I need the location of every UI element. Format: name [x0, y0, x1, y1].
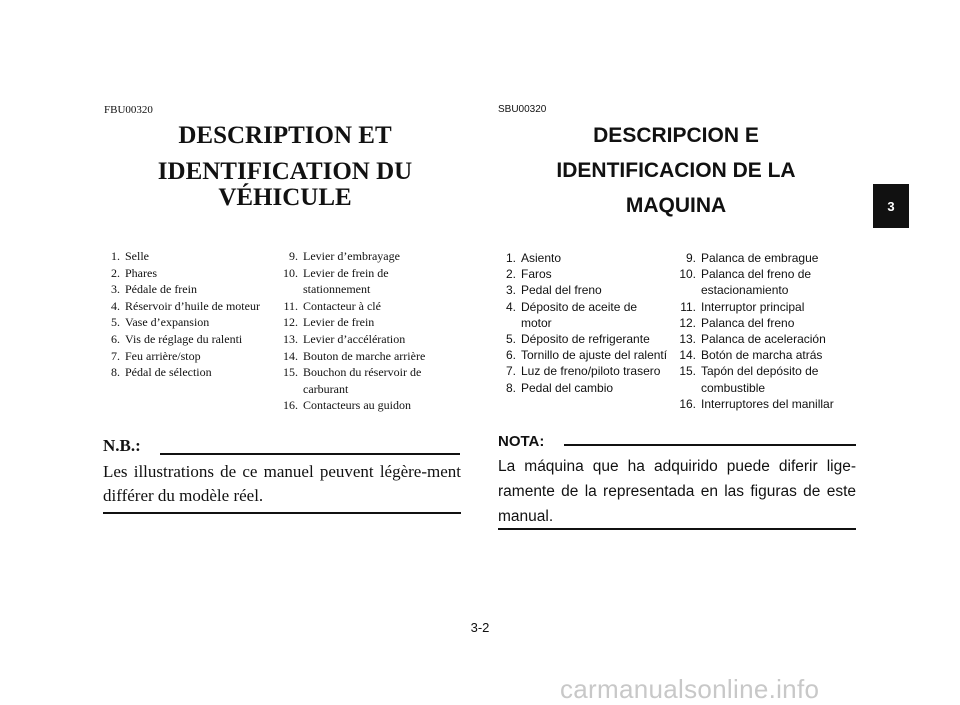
list-item: 4. Déposito de aceite de motor: [505, 299, 638, 330]
list-item: 5. Vase d’expansion: [111, 315, 210, 330]
list-item: 5. Déposito de refrigerante: [505, 332, 650, 347]
page-title-es: [496, 118, 856, 223]
list-item: 15. Tapón del depósito de combustible: [679, 364, 819, 395]
list-item: 10. Palanca del freno de estacionamiento: [679, 267, 812, 298]
list-item: 8. Pédal de sélection: [111, 365, 212, 380]
title-line-3: MAQUINA: [625, 194, 727, 217]
parts-list-es-col2: [672, 250, 862, 412]
note-text-es: La máquina que ha adquirido puede diferir lige-ramente de la representada en las figuras de este manual.: [498, 458, 856, 525]
list-item: 11. Contacteur à clé: [283, 298, 381, 313]
list-item: 12. Palanca del freno: [679, 315, 795, 330]
title-line-2: IDENTIFICACION DE LA: [556, 159, 796, 182]
note-label-fr: N.B.:: [103, 436, 141, 455]
list-item: 11. Interruptor principal: [680, 299, 805, 314]
list-item: 16. Contacteurs au guidon: [283, 398, 411, 413]
list-item: 7. Feu arrière/stop: [111, 348, 201, 363]
list-item: 7. Luz de freno/piloto trasero: [505, 364, 661, 379]
list-item: 4. Réservoir d’huile de moteur: [111, 298, 260, 313]
list-item: 13. Palanca de aceleración: [679, 332, 826, 347]
list-item: 1. Asiento: [505, 251, 562, 265]
list-item: 8. Pedal del cambio: [505, 380, 614, 395]
chapter-tab: 3: [873, 184, 909, 228]
list-item: 15. Bouchon du réservoir de carburant: [283, 365, 422, 396]
note-rule-top-fr: [160, 453, 460, 455]
watermark: carmanualsonline.info: [560, 674, 820, 704]
list-item: 14. Bouton de marche arrière: [283, 348, 426, 363]
list-item: 2. Phares: [111, 265, 157, 280]
list-item: 6. Tornillo de ajuste del ralentí: [505, 348, 668, 363]
list-item: 2. Faros: [505, 267, 552, 282]
list-item: 14. Botón de marcha atrás: [679, 348, 823, 363]
list-item: 9. Levier d’embrayage: [289, 249, 400, 263]
note-text-fr: Les illustrations de ce manuel peuvent légère-ment différer du modèle réel.: [103, 462, 461, 505]
title-line-2: IDENTIFICATION DU: [157, 158, 413, 185]
parts-list-es-col1: [501, 250, 681, 396]
title-line-3: VÉHICULE: [218, 184, 352, 211]
note-rule-top-es: [564, 444, 856, 446]
list-item: 12. Levier de frein: [283, 315, 375, 330]
section-code-fr: FBU00320: [104, 104, 153, 116]
page-title-fr: [120, 118, 450, 216]
title-line-1: DESCRIPTION ET: [178, 122, 392, 149]
parts-list-fr-col2: [274, 248, 464, 414]
list-item: 9. Palanca de embrague: [685, 251, 819, 265]
list-item: 3. Pédale de frein: [111, 282, 197, 297]
note-rule-bottom-fr: [103, 512, 461, 514]
page-number: 3-2: [470, 620, 490, 635]
list-item: 3. Pedal del freno: [505, 283, 602, 298]
list-item: 13. Levier d’accélération: [283, 331, 406, 346]
list-item: 1. Selle: [111, 249, 149, 263]
parts-list-fr-col1: [104, 248, 279, 381]
list-item: 16. Interruptores del manillar: [679, 396, 834, 411]
title-line-1: DESCRIPCION E: [593, 124, 759, 147]
note-rule-bottom-es: [498, 528, 856, 530]
list-item: 10. Levier de frein de stationnement: [283, 265, 389, 297]
list-item: 6. Vis de réglage du ralenti: [111, 331, 243, 346]
section-code-es: SBU00320: [498, 104, 547, 115]
note-label-es: NOTA:: [498, 433, 545, 450]
